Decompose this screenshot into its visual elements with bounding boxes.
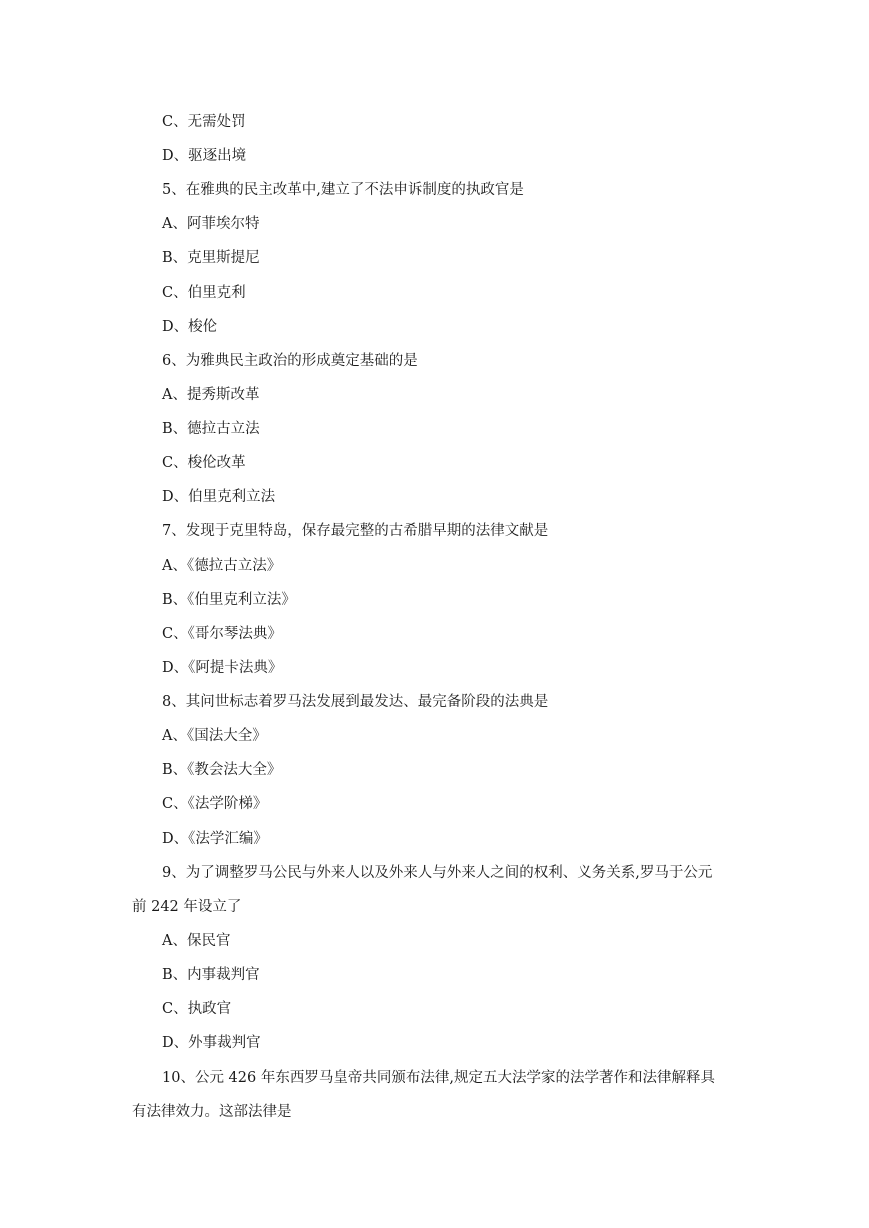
option-d-q6: D、伯里克利立法: [162, 489, 276, 505]
option-c-q8: C、《法学阶梯》: [162, 796, 268, 812]
option-d-q9: D、外事裁判官: [162, 1035, 261, 1051]
option-c-q6: C、梭伦改革: [162, 455, 246, 471]
question-5: 5、在雅典的民主改革中,建立了不法申诉制度的执政官是: [162, 182, 524, 198]
option-b-q7: B、《伯里克利立法》: [162, 592, 296, 608]
option-a-q7: A、《德拉古立法》: [162, 558, 282, 574]
question-6: 6、为雅典民主政治的形成奠定基础的是: [162, 353, 418, 369]
option-a-q9: A、保民官: [162, 933, 231, 949]
question-7: 7、发现于克里特岛，保存最完整的古希腊早期的法律文献是: [162, 523, 549, 539]
option-b-q8: B、《教会法大全》: [162, 762, 282, 778]
option-a-q6: A、提秀斯改革: [162, 387, 260, 403]
option-d-q8: D、《法学汇编》: [162, 831, 268, 847]
option-c-q9: C、执政官: [162, 1001, 232, 1017]
question-10-continued: 有法律效力。这部法律是: [132, 1104, 292, 1120]
option-c-q4: C、无需处罚: [162, 114, 246, 130]
option-b-q6: B、德拉古立法: [162, 421, 260, 437]
option-c-q7: C、《哥尔琴法典》: [162, 626, 282, 642]
question-9: 9、为了调整罗马公民与外来人以及外来人与外来人之间的权利、义务关系,罗马于公元: [162, 865, 713, 881]
option-d-q7: D、《阿提卡法典》: [162, 660, 283, 676]
option-d-q4: D、驱逐出境: [162, 148, 247, 164]
option-b-q5: B、克里斯提尼: [162, 250, 260, 266]
question-8: 8、其问世标志着罗马法发展到最发达、最完备阶段的法典是: [162, 694, 549, 710]
option-c-q5: C、伯里克利: [162, 285, 246, 301]
option-d-q5: D、梭伦: [162, 319, 218, 335]
option-a-q5: A、阿菲埃尔特: [162, 216, 260, 232]
question-9-continued: 前 242 年设立了: [132, 899, 242, 915]
question-10: 10、公元 426 年东西罗马皇帝共同颁布法律,规定五大法学家的法学著作和法律解释具: [162, 1070, 715, 1086]
option-a-q8: A、《国法大全》: [162, 728, 267, 744]
option-b-q9: B、内事裁判官: [162, 967, 260, 983]
